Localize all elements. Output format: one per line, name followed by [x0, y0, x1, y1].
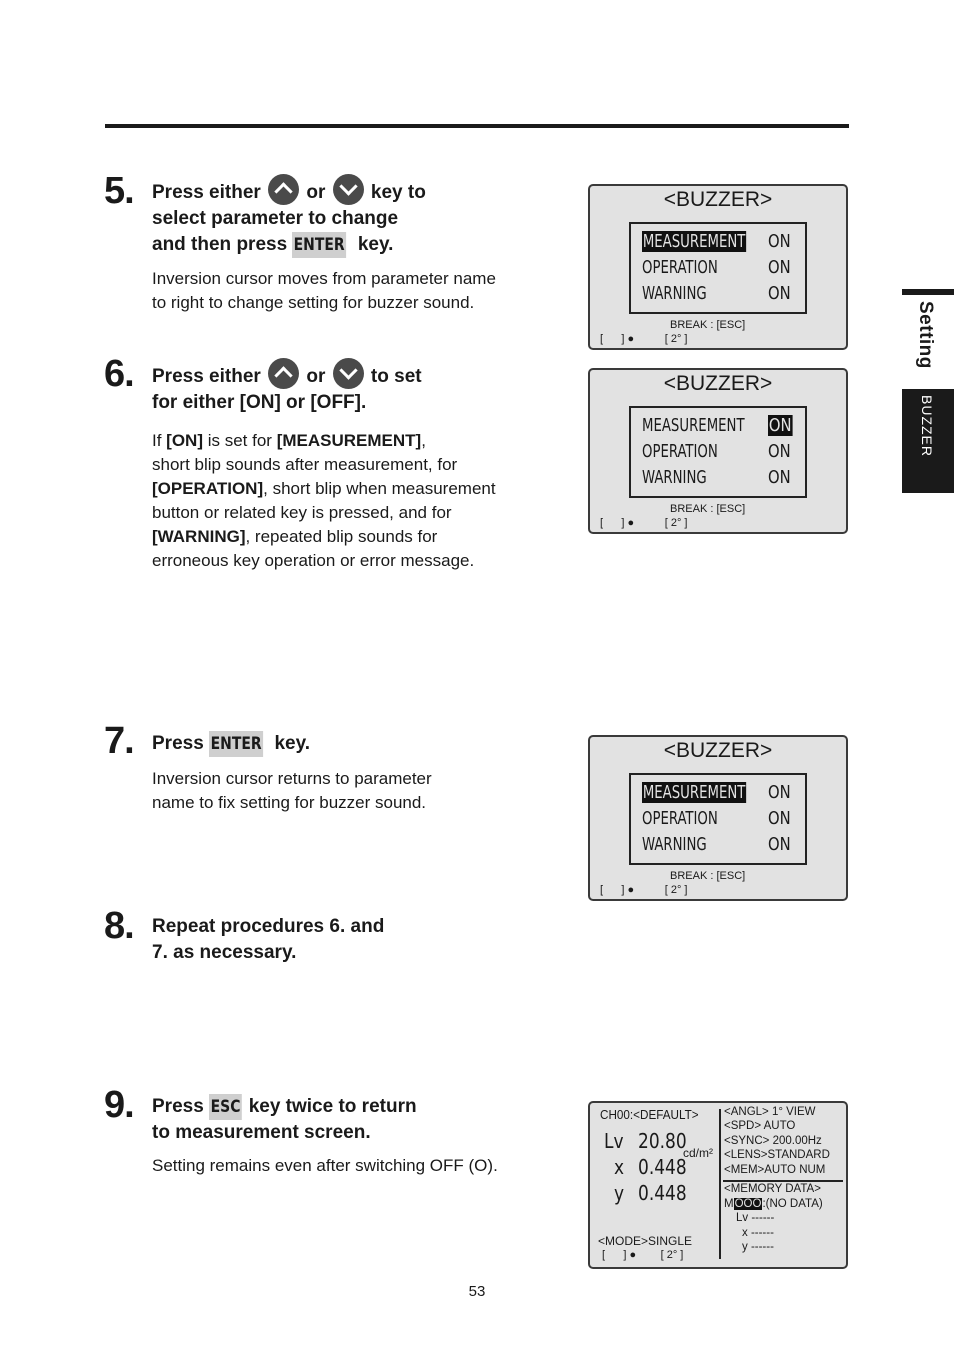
break-hint: BREAK : [ESC]: [670, 503, 746, 515]
memory-y: y ------: [742, 1241, 774, 1253]
setting-sync: <SYNC> 200.00Hz: [724, 1135, 822, 1147]
step-heading: Press ESC key twice to return to measurement screen.: [152, 1096, 417, 1143]
step-heading: Repeat procedures 6. and 7. as necessary.: [152, 916, 385, 963]
step-number: 8.: [104, 905, 134, 947]
step-description: Setting remains even after switching OFF (O).: [152, 1156, 498, 1175]
down-key-icon: [333, 174, 364, 205]
value-warning: ON: [768, 467, 791, 488]
value-measurement: ON: [768, 231, 791, 252]
screen-divider: [719, 1109, 721, 1259]
up-key-icon: [268, 358, 299, 389]
section-tab-buzzer: BUZZER: [919, 395, 935, 457]
step-description: Inversion cursor moves from parameter name to right to change setting for buzzer sound.: [152, 269, 496, 312]
step-number: 6.: [104, 353, 134, 395]
parameter-operation: OPERATION: [642, 441, 718, 462]
x-value: 0.448: [638, 1155, 687, 1179]
lv-label: Lv: [604, 1129, 624, 1153]
up-key-icon: [268, 174, 299, 205]
step-description: If [ON] is set for [MEASUREMENT], short blip sounds after measurement, for [OPERATION], short blip when measurement button or related key is pressed, and for [WARNING], repeated blip sounds for erroneous key operation or error message.: [152, 431, 496, 570]
top-rule: [105, 124, 849, 128]
enter-key-label: ENTER: [209, 731, 263, 757]
value-measurement: ON: [768, 415, 792, 436]
parameter-operation: OPERATION: [642, 808, 718, 829]
measurement-screen: [588, 1101, 848, 1269]
section-tab-setting: Setting: [915, 301, 936, 369]
parameter-measurement: MEASUREMENT: [642, 231, 746, 252]
buzzer-screen: [588, 735, 848, 901]
memory-x: x ------: [742, 1227, 774, 1239]
status-footer: [ ] ● [ 2° ]: [600, 333, 688, 345]
parameter-warning: WARNING: [642, 467, 707, 488]
parameter-warning: WARNING: [642, 834, 707, 855]
status-footer: [ ] ● [ 2° ]: [602, 1249, 684, 1261]
mode-label: <MODE>SINGLE: [598, 1234, 693, 1248]
page-number: 53: [468, 1283, 486, 1300]
step-number: 5.: [104, 170, 134, 212]
step-number: 7.: [104, 720, 134, 762]
break-hint: BREAK : [ESC]: [670, 319, 746, 331]
value-warning: ON: [768, 283, 791, 304]
y-label: y: [614, 1181, 625, 1205]
lv-unit: cd/m²: [683, 1146, 713, 1160]
value-operation: ON: [768, 441, 791, 462]
parameter-operation: OPERATION: [642, 257, 718, 278]
channel-label: CH00:<DEFAULT>: [600, 1107, 699, 1122]
screen-title: <BUZZER>: [663, 372, 773, 395]
value-measurement: ON: [768, 782, 791, 803]
esc-key-label: ESC: [209, 1094, 242, 1120]
screen-title: <BUZZER>: [663, 188, 773, 211]
step-description: Inversion cursor returns to parameter name to fix setting for buzzer sound.: [152, 769, 432, 812]
memory-lv: Lv ------: [736, 1212, 775, 1224]
step-heading: Press either or to set for either [ON] or [OFF].: [152, 364, 422, 416]
setting-speed: <SPD> AUTO: [724, 1120, 796, 1132]
memory-slot: MOOO:(NO DATA): [724, 1198, 823, 1210]
value-warning: ON: [768, 834, 791, 855]
setting-lens: <LENS>STANDARD: [724, 1149, 830, 1161]
y-value: 0.448: [638, 1181, 687, 1205]
parameter-warning: WARNING: [642, 283, 707, 304]
buzzer-screen: [588, 184, 848, 350]
lv-value: 20.80: [638, 1129, 687, 1153]
step-heading: Press either or key to select parameter to change and then press ENTER key.: [152, 180, 426, 258]
step-number: 9.: [104, 1084, 134, 1126]
setting-memory: <MEM>AUTO NUM: [724, 1164, 826, 1176]
break-hint: BREAK : [ESC]: [670, 870, 746, 882]
memory-title: <MEMORY DATA>: [724, 1183, 821, 1195]
parameter-measurement: MEASUREMENT: [642, 415, 745, 436]
setting-angle: <ANGL> 1° VIEW: [724, 1106, 816, 1118]
buzzer-screen: [588, 368, 848, 534]
enter-key-label: ENTER: [292, 232, 346, 258]
side-tab-rule: [902, 289, 954, 295]
step-heading: Press ENTER key.: [152, 731, 310, 757]
parameter-measurement: MEASUREMENT: [642, 782, 746, 803]
down-key-icon: [333, 358, 364, 389]
status-footer: [ ] ● [ 2° ]: [600, 884, 688, 896]
parameter-box: [629, 406, 807, 498]
x-label: x: [614, 1155, 625, 1179]
screen-title: <BUZZER>: [663, 739, 773, 762]
value-operation: ON: [768, 257, 791, 278]
parameter-box: [629, 773, 807, 865]
parameter-box: [629, 222, 807, 314]
value-operation: ON: [768, 808, 791, 829]
status-footer: [ ] ● [ 2° ]: [600, 517, 688, 529]
